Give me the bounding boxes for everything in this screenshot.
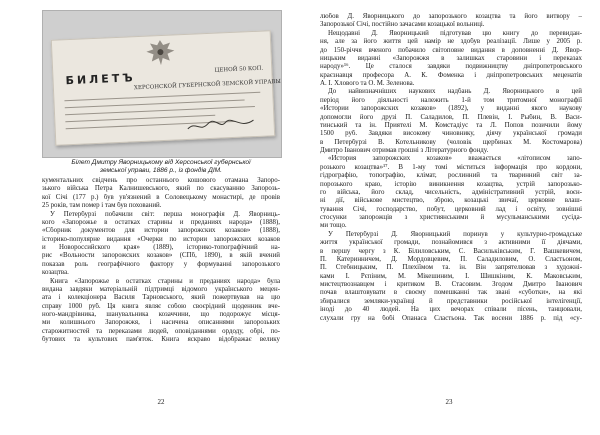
text-line: кої Січі (177 р.) був ув'язнений в Соловецькому монастирі, де провів xyxy=(42,193,280,201)
right-page xyxy=(300,0,600,435)
text-line: справу 1000 руб. Ця книга являє собою своєрідний щоденник вче- xyxy=(42,302,280,310)
text-line: кументальних свідчень про останнього кошового отамана Запоро- xyxy=(42,177,280,184)
ticket-title: БИЛЕТЪ xyxy=(65,71,136,88)
text-line: и Новороссийского края» (1889), історико-топографічний на- xyxy=(42,244,280,251)
text-line: ня, але за його життя цей намір не здобув реалізації. Лише у 2005 р. xyxy=(320,38,582,46)
text-line: ми колишнього Запорожжя, і насичена описаннями запорозьких xyxy=(42,319,280,327)
text-line: ного-мандрівника, шанувальника козаччини, що подорожує місця- xyxy=(42,311,280,318)
text-line: життя української громади, познайомився з активними її діячами, xyxy=(320,239,582,247)
text-line: допомогли його друзі П. Саладилов, П. Плевін, І. Рыбин, В. Васи- xyxy=(320,113,582,121)
ticket-price: ЦЕНОЙ 50 КОП. xyxy=(214,65,264,74)
text-line: слухали гру на бобі Опанаса Сластьона. Так восени 1886 р. під «су- xyxy=(320,314,582,322)
text-line: го війська, його склад, чисельність, адміністративний устрій, воєн- xyxy=(320,188,582,196)
photo-caption xyxy=(42,159,280,175)
text-line: історико-популярне видання «Очерки по истории запорожских козаков xyxy=(42,235,280,243)
text-line: козацтва. xyxy=(42,269,69,277)
text-line: бутових та культових пам'яток. Книга яскраво відображає велику xyxy=(42,336,280,344)
text-line: «Сборник документов для истории запорожских козаков» (1888), xyxy=(42,227,280,235)
text-line: в першу чергу з К. Білиловським, С. Васильківським, Г. Вашкевичем, xyxy=(320,247,582,255)
text-line: ні дії, військове мистецтво, зброю, козацькі звичаї, церковне влаш- xyxy=(320,197,582,205)
text-line: До найвизначніших наукових надбань Д. Яворницького в цей xyxy=(328,88,582,96)
text-line: розького козацтва»¹⁷. В 1-му томі міститься інформація про кордони, xyxy=(320,163,582,171)
text-line: любов Д. Яворницького до запорозького козацтва та його витвору – xyxy=(320,13,582,20)
text-line: Дмитро Іванович отримав грошні з Літературного фонду. xyxy=(320,147,489,154)
text-line: видана завдяки матеріальній підтримці відомого українського мецен- xyxy=(42,285,280,293)
caption-line: Білет Дмитру Яворницькому від Херсонської губернської xyxy=(71,159,251,166)
ticket-card xyxy=(51,30,282,145)
signature-scribble xyxy=(185,116,256,135)
text-line: 1500 руб. Завдяки високому чиновнику, діячу української громади xyxy=(320,130,582,138)
caption-line: земської управи, 1886 р., із фондів ДІМ. xyxy=(100,167,222,175)
right-body-text xyxy=(320,13,582,323)
text-line: мистецтвознавцем і критиком В. Стасовим. Згодом Дмитро Іванович xyxy=(320,281,582,288)
text-line: показав роль географічного фактору у формуванні запорозького xyxy=(42,260,280,268)
text-line: тинський та ін. Приятелі М. Комстадіус та Л. Попов позичили йому xyxy=(320,121,582,129)
text-line: ницьким виданні «Запорожжя в залишках старовини і переказах xyxy=(320,54,582,62)
text-line: іноді до 40 людей. На цих вечорах співали пісень, танцювали, xyxy=(320,306,582,314)
ticket-photo xyxy=(42,10,282,158)
text-line: П. Стебницьким, П. Плехіїмом та. ін. Він запрятелював з художні- xyxy=(320,264,582,272)
text-line: в Петербурзі В. Котельникову (чоловік щербинах М. Костомарова) xyxy=(320,138,582,146)
ticket-rule xyxy=(65,106,255,115)
text-line: старожитностей та переказами людей, оповіданнями ордоду, обрі, по- xyxy=(42,327,280,335)
ticket-subtitle: ХЕРСОНСКОЙ ГУБЕРНСКОЙ ЗЕМСКОЙ УПРАВЫ xyxy=(133,78,282,92)
text-line: 25 років, там помер і там був похований. xyxy=(42,202,162,210)
text-line: Запорозької Січі, постійно зачасами козацької вольниці. xyxy=(320,21,485,29)
text-line: краєзнавця професора А. К. Фоменка і дніпропетровських меценатів xyxy=(320,71,582,79)
text-line: ми тощо. xyxy=(320,222,347,230)
text-line: період його діяльності належить 1-й том тритомної монографії xyxy=(320,96,582,104)
eagle-crest-icon xyxy=(140,37,181,69)
text-line: стосунки запорожців з християнськими й мусульманськими сусіда- xyxy=(320,214,582,221)
text-line: кого «Запорожье в остатках старины и преданиях народа» (1888), xyxy=(42,218,280,226)
text-line: гідрографію, топографію, клімат, рослинний та тваринний світ за- xyxy=(320,172,582,180)
text-line: рис «Вольности запорожских козаков» (СПб, 1890), в якій вчений xyxy=(42,252,280,260)
left-body-text xyxy=(42,177,280,345)
text-line: П. Катеринничем, Д. Мордовцевим, П. Саладиловим, О. Сластьоном, xyxy=(320,255,582,263)
text-line: У Петербурзі Д. Яворницький поринув у культурно-громадське xyxy=(328,230,582,238)
text-line: «История запорожских козаков» вважається «літописом запо- xyxy=(328,155,582,163)
page-number-right: 23 xyxy=(445,398,453,406)
text-line: А. І. Хлового та О. М. Зеленова. xyxy=(320,80,415,87)
text-line: зького війська Петра Калнишевського, який по скасуванню Запорозь- xyxy=(42,185,280,193)
text-line: тування Січі, господарство, побут, церковний лад і освіту, зовнішні xyxy=(320,205,582,213)
text-line: ата і колекціонера Василя Тарновського, який пожертвував на цю xyxy=(42,294,280,302)
page-number-left: 22 xyxy=(157,398,165,406)
text-line: «Истории запорожских козаков» (1892), у виданні якого наукову xyxy=(320,105,582,113)
text-line: Нещодавні Д. Яворницький підготував цю книгу до перевидан- xyxy=(328,29,582,37)
text-line: до 150-річчя вченого побачило світоповне видання в доповненні Д. Явор- xyxy=(320,46,582,54)
text-line: збиралися земляки-українці й представники російської інтелігенції, xyxy=(320,297,582,305)
text-line: ками І. Рєпіним, М. Мікешиним, І. Шишкіним, К. Маковським, xyxy=(320,272,582,280)
text-line: народу»¹⁶. Це сталося завдяки подвижництву дніпропетровського xyxy=(320,63,582,71)
text-line: Книга «Запорожье в остатках старины и преданиях народа» була xyxy=(50,277,280,285)
text-line: почав влаштовувати в своєму помешканні так звані «суботки», на які xyxy=(320,289,582,297)
text-line: порозького краю, історію виникнення козацтва, устрій запорозько- xyxy=(320,180,582,188)
text-line: У Петербурзі побачили світ: перша монографія Д. Яворниць- xyxy=(50,210,280,218)
